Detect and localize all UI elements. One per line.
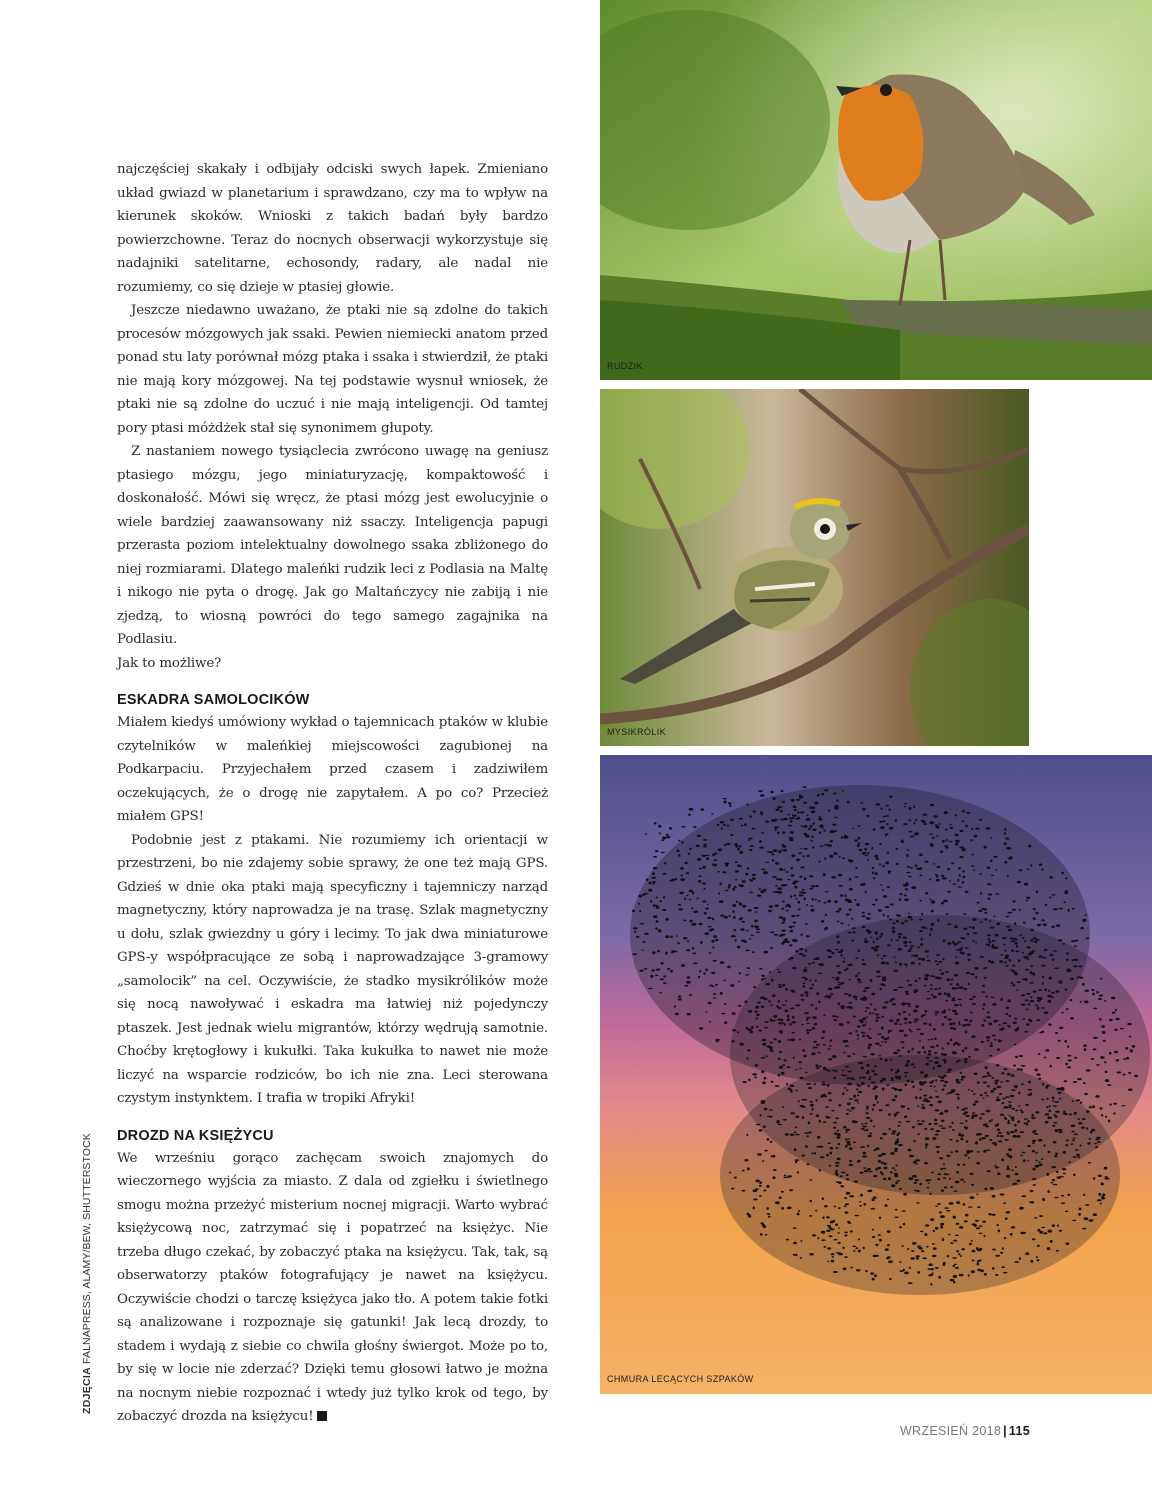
starling-murmuration-illustration (600, 755, 1152, 1394)
goldcrest-illustration (600, 389, 1029, 746)
photo-caption: MYSIKRÓLIK (607, 727, 667, 737)
section-heading: DROZD NA KSIĘŻYCU (117, 1127, 274, 1144)
photo-credit-label: ZDJĘCIA (81, 1366, 93, 1414)
section-heading: ESKADRA SAMOLOCIKÓW (117, 692, 310, 708)
paragraph: Jak to możliwe? (117, 655, 222, 671)
page-number: 115 (1008, 1424, 1030, 1438)
end-of-article-mark (317, 1411, 327, 1421)
paragraph: najczęściej skakały i odbijały odciski swych łapek. Zmieniano układ gwiazd w planetarium i sprawdzano, czy ma to wpływ na kierunek skoków. Wnioski z takich badań były bardzo powierzchowne. Teraz do nocnych obserwacji wykorzystuje się nadajniki satelitarne, echosondy, radary, ale nadal nie rozumiemy, co się dzieje w ptasiej głowie. (117, 162, 548, 295)
photo-caption: RUDZIK (607, 361, 643, 371)
article-body (117, 158, 548, 1429)
issue-date: WRZESIEŃ 2018 (899, 1424, 1002, 1438)
paragraph: Miałem kiedyś umówiony wykład o tajemnicach ptaków w klubie czytelników w maleńkiej miejscowości zagubionej na Podkarpaciu. Przyjechałem przed czasem i zadziwiłem oczekujących, że o drogę nie zapytałem. A po co? Przecież miałem GPS! (117, 715, 548, 824)
photo-caption: CHMURA LECĄCYCH SZPAKÓW (607, 1374, 754, 1384)
photo-credit-sources: FALNAPRESS, ALAMY/BEW, SHUTTERSTOCK (81, 1133, 93, 1367)
paragraph-text: We wrześniu gorąco zachęcam swoich znajomych do wieczornego wyjścia za miasto. Z dala od zgiełku i świetlnego smogu można przeżyć misterium nocnej migracji. Warto wybrać księżycową noc, zatrzymać się i popatrzeć na księżyc. Nie trzeba długo czekać, by zobaczyć ptaka na księżycu. Tak, tak, są obserwatorzy ptaków fotografujący je nawet na księżycu. Oczywiście chodzi o tarczę księżyca jako tło. A potem takie fotki są analizowane i rozpoznaje się gatunki! Jak lecą drozdy, to stadem i wydają z siebie co chwila głośny świergot. Może po to, by się w locie nie zderzać? Dzięki temu głosowi łatwo je można na nocnym niebie rozpoznać i wtedy już tylko krok od tego, by zobaczyć drozda na księżycu! (117, 1150, 548, 1424)
photo-credit (81, 1133, 93, 1414)
paragraph: Podobnie jest z ptakami. Nie rozumiemy ich orientacji w przestrzeni, bo nie zdajemy sobie sprawy, że one też mają GPS. Gdzieś w dnie oka ptaki mają specyficzny i tajemniczy narząd magnetyczny, który naprowadza je na trasę. Szlak magnetyczny u dołu, szlak gwiezdny u góry i lecimy. To jak dwa miniaturowe GPS-y współpracujące ze sobą i naprowadzające 3-gramowy „samolocik” na cel. Oczywiście, że stadko mysikrólików może się nocą nawoływać i eskadra ma łatwiej niż pojedynczy ptaszek. Jest jednak wielu migrantów, którzy wędrują samotnie. Choćby krętogłowy i kukułki. Taka kukułka to nawet nie może liczyć na wsparcie rodziców, bo ich nie zna. Leci sterowana czystym instynktem. I trafia w tropiki Afryki! (117, 832, 548, 1106)
photo-goldcrest (600, 389, 1029, 746)
folio-separator: | (1003, 1424, 1007, 1438)
robin-illustration (600, 0, 1152, 380)
photo-robin (600, 0, 1152, 380)
page-footer (900, 1424, 1030, 1438)
paragraph: Z nastaniem nowego tysiąclecia zwrócono uwagę na geniusz ptasiego mózgu, jego miniaturyzację, kompaktowość i doskonałość. Mówi się wręcz, że ptasi mózg jest ewolucyjnie o wiele bardziej zaawansowany niż ssaczy. Inteligencja papugi przerasta poziom intelektualny dowolnego ssaka zbliżonego do niej rozmiarami. Dlatego maleńki rudzik leci z Podlasia na Maltę i nikogo nie pyta o drogę. Jak go Maltańczycy nie zabiją i nie zjedzą, to wiosną powróci do tego samego zagajnika na Podlasiu. (117, 444, 548, 647)
photo-starlings (600, 755, 1152, 1394)
paragraph: Jeszcze niedawno uważano, że ptaki nie są zdolne do takich procesów mózgowych jak ssaki. Pewien niemiecki anatom przed ponad stu laty porównał mózg ptaka i ssaka i stwierdził, że ptaki nie mają kory mózgowej. Na tej podstawie wysnuł wniosek, że ptaki nie są zdolne do uczuć i nie mają inteligencji. Od tamtej pory ptasi móżdżek stał się synonimem głupoty. (117, 303, 548, 436)
paragraph (117, 1147, 548, 1429)
